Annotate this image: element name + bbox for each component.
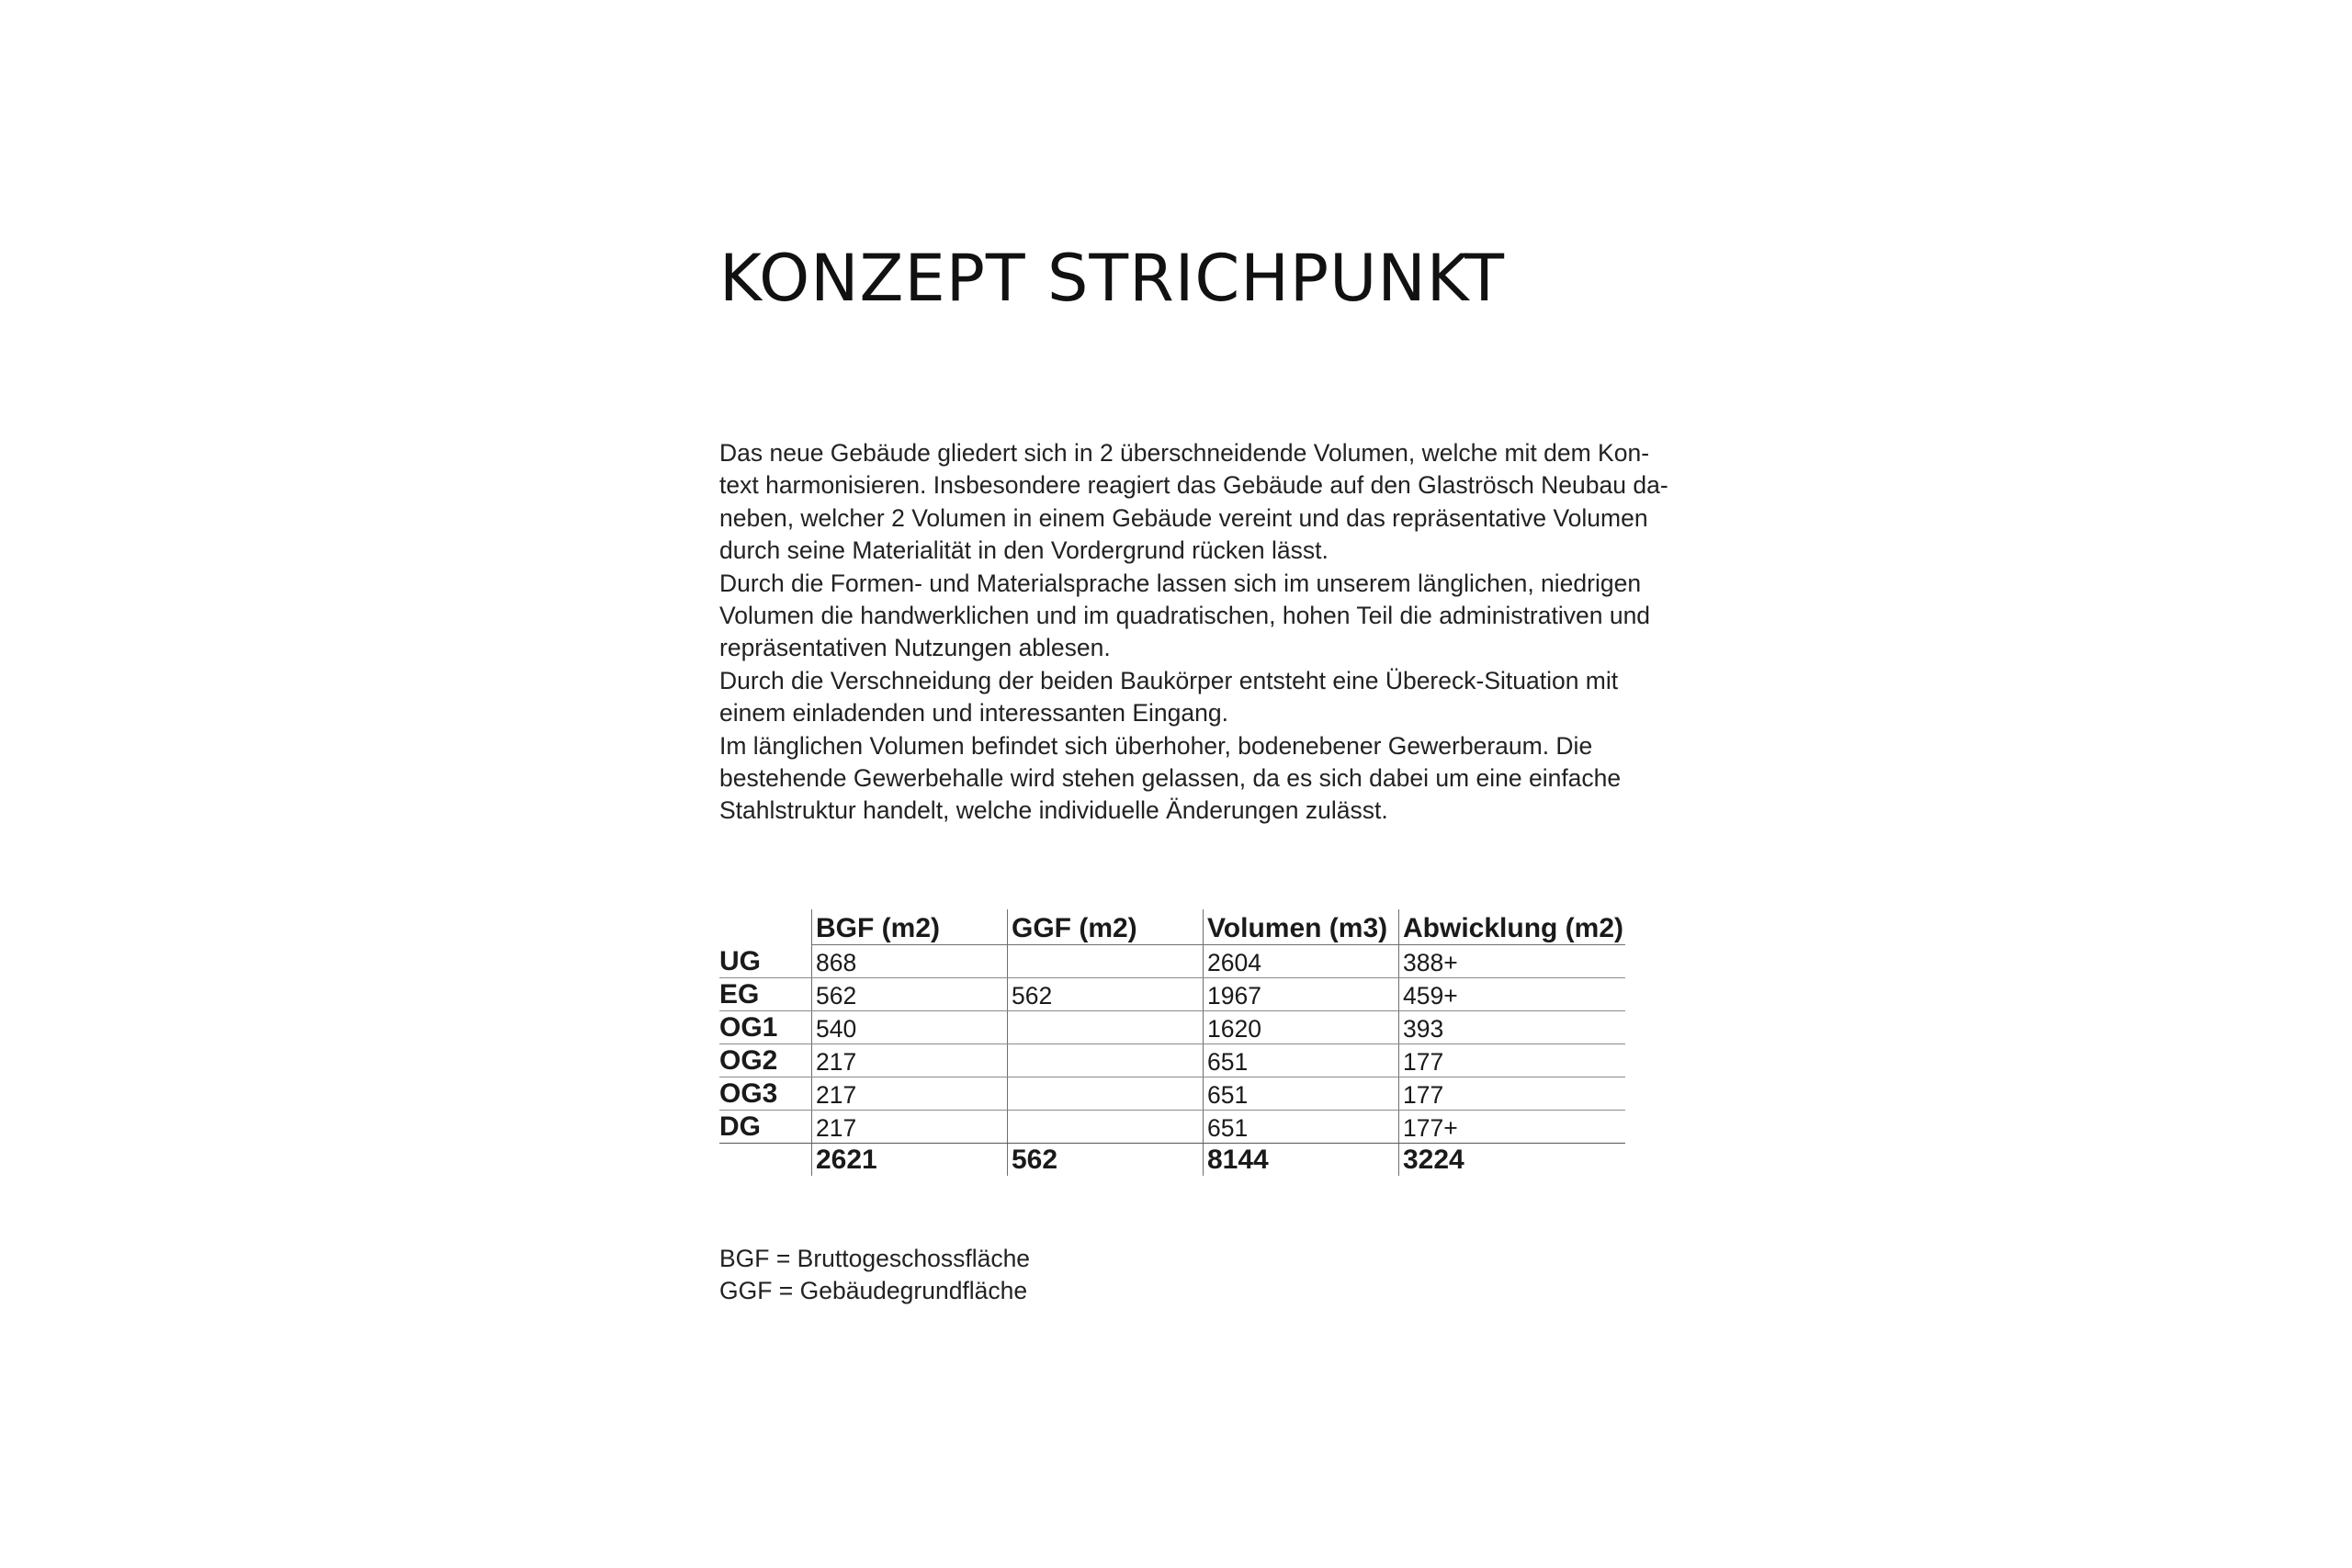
cell-volumen: 651 <box>1204 1111 1399 1144</box>
table-row <box>719 978 1625 1011</box>
intro-paragraph <box>719 437 1668 828</box>
intro-line: durch seine Materialität in den Vordergrund rücken lässt. <box>719 536 1329 565</box>
intro-line: repräsentativen Nutzungen ablesen. <box>719 634 1111 662</box>
page-title: KONZEPT STRICHPUNKT <box>719 241 1505 316</box>
cell-abwicklung: 177 <box>1399 1077 1626 1111</box>
cell-bgf: 217 <box>812 1077 1008 1111</box>
table-row <box>719 1077 1625 1111</box>
table-row <box>719 1011 1625 1044</box>
legend-item-bgf: BGF = Bruttogeschossfläche <box>719 1245 1031 1272</box>
cell-ggf <box>1008 1044 1204 1077</box>
row-label: UG <box>719 945 812 978</box>
table-total-row <box>719 1144 1625 1177</box>
intro-line: Durch die Formen- und Materialsprache lassen sich im unserem länglichen, niedrigen <box>719 569 1642 597</box>
cell-bgf: 540 <box>812 1011 1008 1044</box>
cell-ggf: 562 <box>1008 978 1204 1011</box>
intro-line: Das neue Gebäude gliedert sich in 2 überschneidende Volumen, welche mit dem Kon- <box>719 439 1650 467</box>
header-volumen: Volumen (m3) <box>1204 909 1399 945</box>
cell-volumen: 2604 <box>1204 945 1399 978</box>
cell-abwicklung: 177 <box>1399 1044 1626 1077</box>
row-label: EG <box>719 978 812 1011</box>
cell-bgf: 868 <box>812 945 1008 978</box>
cell-volumen: 651 <box>1204 1077 1399 1111</box>
cell-abwicklung: 388+ <box>1399 945 1626 978</box>
total-abwicklung: 3224 <box>1399 1144 1626 1177</box>
table-row <box>719 1111 1625 1144</box>
table-corner-cell <box>719 909 812 945</box>
total-volumen: 8144 <box>1204 1144 1399 1177</box>
row-label: OG3 <box>719 1077 812 1111</box>
row-label: OG2 <box>719 1044 812 1077</box>
cell-abwicklung: 177+ <box>1399 1111 1626 1144</box>
intro-line: Volumen die handwerklichen und im quadratischen, hohen Teil die administrativen und <box>719 602 1651 630</box>
row-label: DG <box>719 1111 812 1144</box>
table-row <box>719 1044 1625 1077</box>
intro-line: text harmonisieren. Insbesondere reagiert das Gebäude auf den Glaströsch Neubau da- <box>719 471 1668 500</box>
intro-line: einem einladenden und interessanten Eingang. <box>719 699 1228 728</box>
abbreviation-legend <box>719 1243 1030 1308</box>
cell-volumen: 1620 <box>1204 1011 1399 1044</box>
header-bgf: BGF (m2) <box>812 909 1008 945</box>
intro-line: Im länglichen Volumen befindet sich überhoher, bodenebener Gewerberaum. Die <box>719 731 1593 760</box>
cell-ggf <box>1008 1077 1204 1111</box>
intro-line: Durch die Verschneidung der beiden Baukörper entsteht eine Übereck-Situation mit <box>719 666 1619 694</box>
total-ggf: 562 <box>1008 1144 1204 1177</box>
intro-line: neben, welcher 2 Volumen in einem Gebäude vereint und das repräsentative Volumen <box>719 503 1648 532</box>
cell-ggf <box>1008 1111 1204 1144</box>
cell-bgf: 562 <box>812 978 1008 1011</box>
cell-ggf <box>1008 1011 1204 1044</box>
header-abwicklung: Abwicklung (m2) <box>1399 909 1626 945</box>
total-row-label <box>719 1144 812 1177</box>
intro-line: Stahlstruktur handelt, welche individuelle Änderungen zulässt. <box>719 796 1388 825</box>
intro-line: bestehende Gewerbehalle wird stehen gelassen, da es sich dabei um eine einfache <box>719 764 1622 793</box>
cell-bgf: 217 <box>812 1044 1008 1077</box>
legend-item-ggf: GGF = Gebäudegrundfläche <box>719 1277 1028 1305</box>
row-label: OG1 <box>719 1011 812 1044</box>
table-header-row <box>719 909 1625 945</box>
total-bgf: 2621 <box>812 1144 1008 1177</box>
cell-abwicklung: 393 <box>1399 1011 1626 1044</box>
table-row <box>719 945 1625 978</box>
cell-volumen: 1967 <box>1204 978 1399 1011</box>
header-ggf: GGF (m2) <box>1008 909 1204 945</box>
cell-ggf <box>1008 945 1204 978</box>
cell-volumen: 651 <box>1204 1044 1399 1077</box>
area-statistics-table <box>719 909 1625 1176</box>
cell-abwicklung: 459+ <box>1399 978 1626 1011</box>
cell-bgf: 217 <box>812 1111 1008 1144</box>
